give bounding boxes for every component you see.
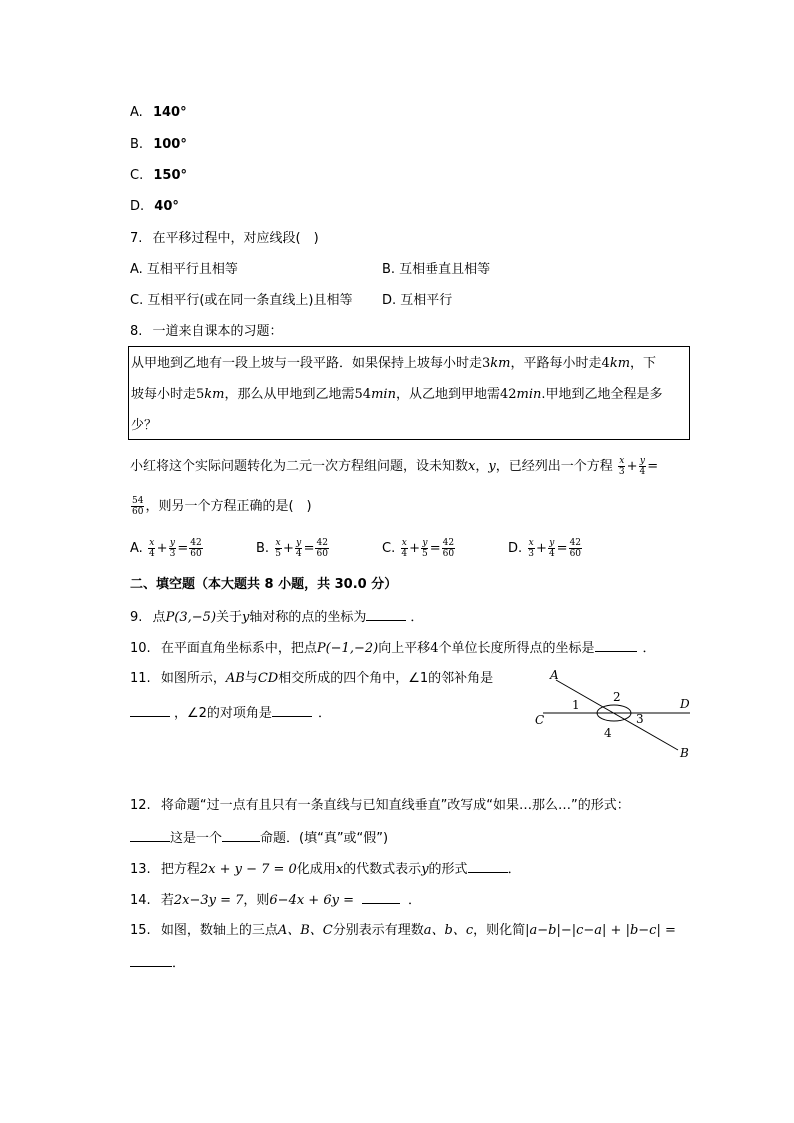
q6-option-d	[130, 198, 179, 216]
answer-blank[interactable]	[468, 860, 508, 873]
text: 点	[152, 610, 166, 625]
box-line-3: 少？	[131, 418, 158, 433]
q7-option-a: A. 互相平行且相等	[130, 262, 238, 277]
numerator: x	[149, 538, 155, 548]
option-letter: B.	[256, 541, 270, 556]
numerator: 42	[190, 538, 202, 548]
text: ，那么从甲地到乙地需	[224, 387, 355, 402]
denominator: 60	[569, 549, 582, 559]
text: 将命题“过一点有且只有一条直线与已知直线垂直”改写成“如果…那么…”的形式：	[160, 798, 630, 813]
equation: 2x + y − 7 = 0	[199, 862, 297, 877]
equation: 2x−3y = 7	[173, 893, 244, 908]
q8-option-a	[130, 538, 204, 559]
fraction-x-over-3	[618, 456, 626, 477]
numerator: y	[549, 538, 555, 548]
fraction	[569, 538, 582, 559]
text: 向上平移	[378, 641, 431, 656]
label-b: B	[680, 746, 689, 760]
fraction	[421, 538, 429, 559]
option-value: 40°	[154, 199, 179, 214]
intersecting-lines-figure	[530, 664, 700, 764]
question-number: 14.	[130, 893, 151, 908]
denominator: 3	[528, 549, 535, 559]
option-letter: B.	[130, 137, 144, 152]
question-number: 10.	[130, 641, 151, 656]
expression: |a−b|−|c−a| + |b−c| =	[525, 923, 676, 938]
text: 关于	[216, 610, 243, 625]
question-number: 8.	[130, 324, 143, 339]
numerator: 42	[316, 538, 328, 548]
numerator: x	[275, 538, 281, 548]
time-value: 42	[499, 387, 517, 402]
fraction	[400, 538, 408, 559]
points: A、B、C	[277, 923, 333, 938]
text: 的代数式表示	[343, 862, 422, 877]
equals-sign: =	[429, 541, 441, 556]
text: 若	[160, 893, 174, 908]
answer-blank[interactable]	[366, 608, 406, 621]
units-value: 4	[430, 641, 439, 656]
angle-1-label: 1	[572, 698, 580, 712]
speed-value: 4	[601, 356, 610, 371]
denominator: 60	[132, 507, 144, 517]
text: 命题．(填“真”或“假”)	[260, 831, 389, 846]
text: ．	[642, 641, 656, 656]
question-number: 9.	[130, 610, 143, 625]
point-p: P(−1,−2)	[316, 641, 379, 656]
option-value: 100°	[153, 137, 187, 152]
text: 化成用	[296, 862, 336, 877]
text: 这是一个	[170, 831, 223, 846]
text: ，∠2的对项角是	[174, 706, 272, 721]
angle-2-label: 2	[613, 690, 621, 704]
q6-option-a	[130, 104, 187, 122]
text: 个单位长度所得点的坐标是	[438, 641, 595, 656]
numerator: y	[169, 538, 175, 548]
text: ，	[475, 459, 489, 474]
q7-option-c: C. 互相平行(或在同一条直线上)且相等	[130, 293, 353, 308]
question-number: 15.	[130, 923, 151, 938]
text: ，则化简	[473, 923, 526, 938]
option-letter: A.	[130, 105, 143, 120]
q7-stem	[130, 230, 319, 248]
numerator: x	[528, 538, 534, 548]
point-p: P(3,−5)	[165, 610, 217, 625]
q6-option-c	[130, 167, 187, 185]
q8-after-line-1	[130, 456, 658, 477]
text: 分别表示有理数	[332, 923, 424, 938]
denominator: 4	[148, 549, 155, 559]
equals-sign: =	[556, 541, 568, 556]
text: ，从乙地到甲地需	[395, 387, 500, 402]
denominator: 4	[548, 549, 555, 559]
q12-line-1	[130, 797, 630, 815]
denominator: 60	[190, 549, 202, 559]
answer-blank[interactable]	[130, 704, 170, 717]
box-line-2	[131, 386, 663, 404]
denominator: 4	[401, 549, 408, 559]
plus-sign: +	[409, 541, 420, 556]
unit: min	[516, 387, 542, 402]
plus-sign: +	[626, 459, 638, 474]
denominator: 5	[275, 549, 281, 559]
fraction	[548, 538, 556, 559]
text: ，则	[243, 893, 270, 908]
section-heading: 二、填空题（本大题共 8 小题，共 30.0 分）	[130, 577, 398, 592]
q9	[130, 608, 423, 627]
q11-line-2	[130, 704, 331, 723]
option-value: 140°	[152, 105, 187, 120]
text: 在平面直角坐标系中，把点	[160, 641, 317, 656]
label-c: C	[535, 713, 545, 727]
answer-blank[interactable]	[362, 891, 400, 904]
q6-option-b	[130, 136, 187, 154]
fraction-y-over-4	[639, 456, 647, 477]
fraction	[148, 538, 156, 559]
unit: min	[371, 387, 396, 402]
text: 如图所示，	[160, 671, 226, 686]
q8-option-c	[382, 538, 456, 559]
fraction-54-over-60	[131, 496, 144, 517]
angle-3-label: 3	[636, 712, 644, 726]
answer-blank[interactable]	[222, 829, 260, 842]
answer-blank[interactable]	[595, 639, 637, 652]
q8-stem	[130, 323, 283, 341]
text: ．	[407, 893, 421, 908]
var-y: y	[488, 459, 496, 474]
equals-sign: =	[177, 541, 189, 556]
fraction	[442, 538, 455, 559]
var-y: y	[421, 862, 429, 877]
question-number: 12.	[130, 798, 151, 813]
numerator: 42	[442, 538, 455, 548]
denominator: 5	[422, 549, 428, 559]
q13	[130, 860, 521, 879]
answer-blank[interactable]	[272, 704, 312, 717]
line-cd: CD	[257, 671, 279, 686]
textbook-problem-box	[128, 346, 690, 440]
numerator: x	[401, 538, 407, 548]
plus-sign: +	[156, 541, 168, 556]
unit: km	[490, 356, 511, 371]
q11-line-1	[130, 670, 493, 688]
fraction	[169, 538, 177, 559]
plus-sign: +	[282, 541, 294, 556]
label-d: D	[680, 697, 690, 711]
text: 坡每小时走	[131, 387, 197, 402]
q8-option-b	[256, 538, 330, 559]
unit: km	[204, 387, 225, 402]
axis-name: y	[242, 610, 250, 625]
q7-option-d: D. 互相平行	[382, 293, 453, 308]
answer-blank[interactable]	[130, 954, 172, 967]
option-letter: C.	[130, 168, 144, 183]
numerator: 54	[132, 496, 144, 506]
text: 如图，数轴上的三点	[160, 923, 278, 938]
equals-sign: =	[303, 541, 315, 556]
box-line-1	[131, 355, 656, 373]
numerator: x	[619, 456, 625, 466]
denominator: 3	[618, 467, 625, 477]
option-letter: A.	[130, 541, 143, 556]
values: a、b、c	[423, 923, 474, 938]
text: ，下	[630, 356, 657, 371]
text: 的形式	[428, 862, 468, 877]
denominator: 3	[169, 549, 176, 559]
option-letter: C.	[382, 541, 396, 556]
numerator: y	[639, 456, 645, 466]
q10	[130, 639, 656, 658]
text: 小红将这个实际问题转化为二元一次方程组问题，设未知数	[130, 459, 469, 474]
question-number: 11.	[130, 671, 151, 686]
text: ，则另一个方程正确的是( )	[145, 499, 312, 514]
option-letter: D.	[508, 541, 523, 556]
fraction	[527, 538, 535, 559]
option-value: 150°	[153, 168, 187, 183]
text: 把方程	[160, 862, 200, 877]
answer-blank[interactable]	[130, 829, 170, 842]
fraction	[274, 538, 282, 559]
unit: km	[609, 356, 631, 371]
speed-value: 3	[482, 356, 491, 371]
numerator: y	[422, 538, 428, 548]
plus-sign: +	[536, 541, 547, 556]
numerator: 42	[569, 538, 582, 548]
angle-4-label: 4	[604, 726, 612, 740]
denominator: 60	[316, 549, 328, 559]
question-text: 一道来自课本的习题：	[152, 324, 283, 339]
fraction	[315, 538, 328, 559]
text: 从甲地到乙地有一段上坡与一段平路．如果保持上坡每小时走	[131, 356, 483, 371]
text: 相交所成的四个角中，∠1的邻补角是	[278, 671, 494, 686]
denominator: 4	[639, 467, 646, 477]
line-ab: AB	[225, 671, 245, 686]
option-letter: D.	[130, 199, 145, 214]
q12-line-2	[130, 829, 388, 848]
q8-option-d	[508, 538, 583, 559]
q15-line-2	[130, 954, 185, 973]
q8-after-line-2	[130, 496, 312, 517]
text: .甲地到乙地全程是多	[541, 387, 663, 402]
text: ．	[410, 610, 424, 625]
numerator: y	[296, 538, 302, 548]
text: ，已经列出一个方程	[495, 459, 613, 474]
label-a: A	[550, 668, 559, 682]
q14	[130, 891, 421, 910]
time-value: 54	[354, 387, 372, 402]
text: ，平路每小时走	[510, 356, 602, 371]
var-x: x	[468, 459, 476, 474]
q7-option-b: B. 互相垂直且相等	[382, 262, 491, 277]
denominator: 4	[295, 549, 302, 559]
q15-line-1	[130, 922, 676, 940]
denominator: 60	[442, 549, 455, 559]
fraction	[295, 538, 303, 559]
question-number: 7.	[130, 231, 143, 246]
var-x: x	[335, 862, 344, 877]
text: ．	[507, 862, 521, 877]
text: ．	[172, 956, 186, 971]
question-text: 在平移过程中，对应线段( )	[152, 231, 319, 246]
fraction	[189, 538, 202, 559]
text: ．	[317, 706, 331, 721]
equals-sign: =	[647, 459, 659, 474]
question-number: 13.	[130, 862, 151, 877]
text: 与	[244, 671, 258, 686]
text: 轴对称的点的坐标为	[249, 610, 367, 625]
expression: 6−4x + 6y =	[269, 893, 354, 908]
speed-value: 5	[196, 387, 205, 402]
